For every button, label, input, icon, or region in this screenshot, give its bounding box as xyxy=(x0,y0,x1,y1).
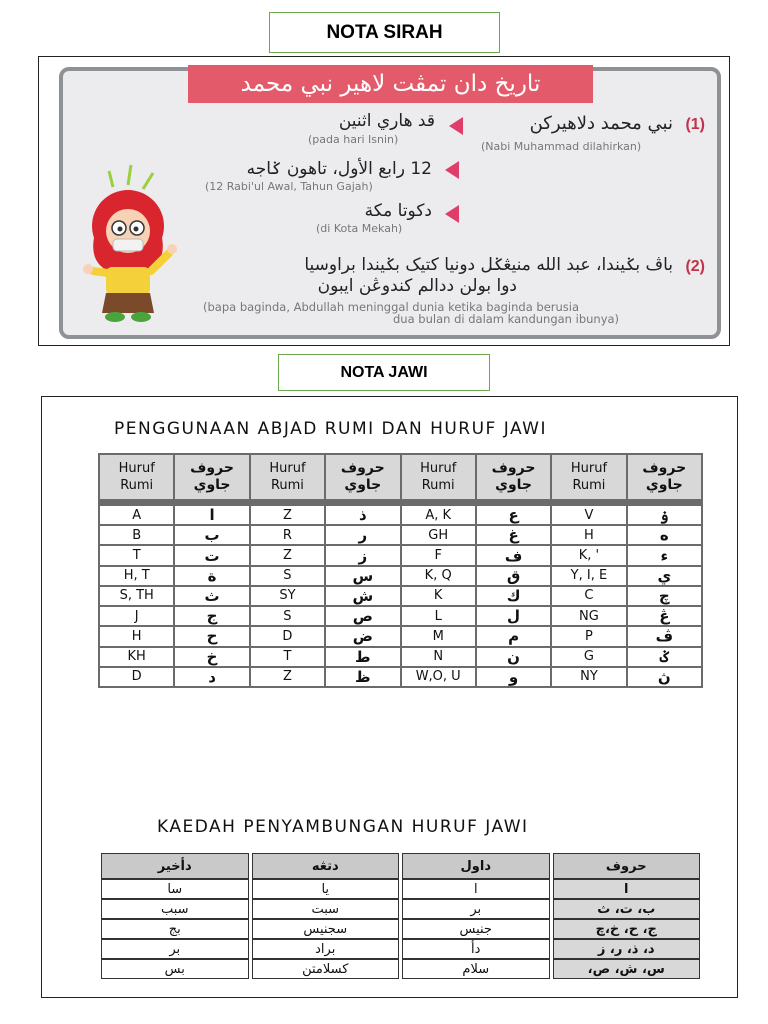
jawi-cell: ف xyxy=(477,546,550,564)
rumi-cell: B xyxy=(100,526,173,544)
rumi-cell: K, Q xyxy=(402,567,475,585)
tengah-cell: کسلامتن xyxy=(252,959,400,979)
rumi-cell: F xyxy=(402,546,475,564)
rumi-cell: K, ' xyxy=(552,546,625,564)
jawi-cell: ز xyxy=(326,546,399,564)
header-huruf-rumi: Huruf Rumi xyxy=(100,455,173,499)
header-huruf-jawi: حروف جاوي xyxy=(477,455,550,499)
jawi-cell: ڠ xyxy=(628,607,701,625)
jawi-cell: ك xyxy=(477,587,550,605)
abjad-table xyxy=(98,453,703,688)
rumi-cell: C xyxy=(552,587,625,605)
rumi-cell: D xyxy=(251,627,324,645)
jawi-cell: ص xyxy=(326,607,399,625)
pointer-icon xyxy=(445,205,459,223)
item-1-jawi: نبي محمد دلاهيركن xyxy=(529,113,673,134)
jawi-cell: د xyxy=(175,668,248,686)
jawi-cell: ء xyxy=(628,546,701,564)
rumi-cell: GH xyxy=(402,526,475,544)
akhir-cell: بس xyxy=(101,959,249,979)
abjad-row xyxy=(100,648,701,666)
abjad-row xyxy=(100,567,701,585)
awal-cell: دأ xyxy=(402,939,550,959)
kaedah-row xyxy=(101,959,700,979)
header-huruf-rumi: Huruf Rumi xyxy=(251,455,324,499)
sirah-card xyxy=(59,67,721,339)
kaedah-row xyxy=(101,899,700,919)
rumi-cell: Z xyxy=(251,546,324,564)
jawi-cell: ح xyxy=(175,627,248,645)
kaedah-section-title: KAEDAH PENYAMBUNGAN HURUF JAWI xyxy=(157,817,529,837)
jawi-cell: ث xyxy=(175,587,248,605)
abjad-row xyxy=(100,587,701,605)
rumi-cell: M xyxy=(402,627,475,645)
item-1-number: (1) xyxy=(685,116,705,133)
jawi-cell: خ xyxy=(175,648,248,666)
header-huruf-rumi: Huruf Rumi xyxy=(552,455,625,499)
sub-3-jawi: دکوتا مكة xyxy=(364,201,432,221)
jawi-cell: ت xyxy=(175,546,248,564)
rumi-cell: W,O, U xyxy=(402,668,475,686)
rumi-cell: Z xyxy=(251,506,324,524)
jawi-cell: غ xyxy=(477,526,550,544)
rumi-cell: NY xyxy=(552,668,625,686)
akhir-cell: بر xyxy=(101,939,249,959)
jawi-cell: ذ xyxy=(326,506,399,524)
header-huruf-jawi: حروف جاوي xyxy=(326,455,399,499)
item-2-number: (2) xyxy=(685,258,705,275)
jawi-cell: ر xyxy=(326,526,399,544)
kaedah-table xyxy=(98,853,703,979)
rumi-cell: Z xyxy=(251,668,324,686)
rumi-cell: D xyxy=(100,668,173,686)
awal-cell: سلام xyxy=(402,959,550,979)
pointer-icon xyxy=(449,117,463,135)
item-2-rumi-line-2: dua bulan di dalam kandungan ibunya) xyxy=(393,312,620,326)
header-huruf-jawi: حروف جاوي xyxy=(628,455,701,499)
rumi-cell: P xyxy=(552,627,625,645)
rumi-cell: H, T xyxy=(100,567,173,585)
jawi-cell: ط xyxy=(326,648,399,666)
abjad-row xyxy=(100,627,701,645)
rumi-cell: J xyxy=(100,607,173,625)
awal-cell: جنيس xyxy=(402,919,550,939)
abjad-row xyxy=(100,526,701,544)
rumi-cell: A xyxy=(100,506,173,524)
jawi-cell: ݢ xyxy=(628,648,701,666)
rumi-cell: T xyxy=(251,648,324,666)
akhir-cell: سا xyxy=(101,879,249,899)
jawi-cell: ل xyxy=(477,607,550,625)
item-2-rumi-line-1: (bapa baginda, Abdullah meninggal dunia ketika baginda berusia xyxy=(203,300,580,314)
rumi-cell: K xyxy=(402,587,475,605)
tengah-cell: يا xyxy=(252,879,400,899)
jawi-cell: ي xyxy=(628,567,701,585)
sub-1-jawi: قد هاري اثنين xyxy=(338,111,435,131)
item-2-jawi-line-2: دوا بولن ددالم کندوڠن ايبون xyxy=(317,276,517,296)
jawi-cell: ا xyxy=(175,506,248,524)
pointer-icon xyxy=(445,161,459,179)
sub-1-rumi: (pada hari Isnin) xyxy=(308,133,399,146)
sirah-panel xyxy=(38,56,730,346)
header-huruf: حروف xyxy=(553,853,701,879)
akhir-cell: بج xyxy=(101,919,249,939)
jawi-cell: ق xyxy=(477,567,550,585)
rumi-cell: S xyxy=(251,567,324,585)
jawi-cell: و xyxy=(477,668,550,686)
jawi-panel xyxy=(41,396,738,998)
tengah-cell: سبت xyxy=(252,899,400,919)
abjad-row xyxy=(100,668,701,686)
jawi-cell: ب xyxy=(175,526,248,544)
tengah-cell: سجنيس xyxy=(252,919,400,939)
jawi-cell: ة xyxy=(175,567,248,585)
header-huruf-rumi: Huruf Rumi xyxy=(402,455,475,499)
jawi-cell: ض xyxy=(326,627,399,645)
kaedah-row xyxy=(101,939,700,959)
nota-sirah-label: NOTA SIRAH xyxy=(269,12,500,53)
awal-cell: بر xyxy=(402,899,550,919)
jawi-cell: چ xyxy=(628,587,701,605)
huruf-cell: س، ش، ص، xyxy=(553,959,701,979)
rumi-cell: A, K xyxy=(402,506,475,524)
item-1-rumi: (Nabi Muhammad dilahirkan) xyxy=(481,140,642,153)
rumi-cell: V xyxy=(552,506,625,524)
jawi-cell: ع xyxy=(477,506,550,524)
jawi-cell: ڽ xyxy=(628,668,701,686)
huruf-cell: د، ذ، ر، ز xyxy=(553,939,701,959)
rumi-cell: L xyxy=(402,607,475,625)
akhir-cell: سبب xyxy=(101,899,249,919)
abjad-header-row xyxy=(100,455,701,499)
abjad-row xyxy=(100,607,701,625)
abjad-section-title: PENGGUNAAN ABJAD RUMI DAN HURUF JAWI xyxy=(114,419,547,439)
sirah-title: تاريخ دان تمڤت لاهير نبي محمد xyxy=(188,65,593,103)
jawi-cell: ج xyxy=(175,607,248,625)
rumi-cell: NG xyxy=(552,607,625,625)
jawi-cell: ظ xyxy=(326,668,399,686)
kaedah-row xyxy=(101,919,700,939)
huruf-cell: ج، ح، خ،چ xyxy=(553,919,701,939)
rumi-cell: N xyxy=(402,648,475,666)
rumi-cell: R xyxy=(251,526,324,544)
sub-2-jawi: 12 رابع الأول، تاهون ݢاجه xyxy=(246,159,432,179)
abjad-row xyxy=(100,546,701,564)
kaedah-header-row xyxy=(101,853,700,879)
girl-character-illustration xyxy=(73,161,193,326)
sub-3-rumi: (di Kota Mekah) xyxy=(316,222,403,235)
header-huruf-jawi: حروف جاوي xyxy=(175,455,248,499)
header-tengah: دتڠه xyxy=(252,853,400,879)
huruf-cell: ب، ت، ث xyxy=(553,899,701,919)
abjad-row xyxy=(100,506,701,524)
rumi-cell: H xyxy=(552,526,625,544)
jawi-cell: س xyxy=(326,567,399,585)
jawi-cell: ه xyxy=(628,526,701,544)
rumi-cell: T xyxy=(100,546,173,564)
nota-jawi-label: NOTA JAWI xyxy=(278,354,490,391)
tengah-cell: براد xyxy=(252,939,400,959)
jawi-cell: م xyxy=(477,627,550,645)
sub-2-rumi: (12 Rabi'ul Awal, Tahun Gajah) xyxy=(205,180,373,193)
rumi-cell: H xyxy=(100,627,173,645)
rumi-cell: S, TH xyxy=(100,587,173,605)
rumi-cell: G xyxy=(552,648,625,666)
rumi-cell: Y, I, E xyxy=(552,567,625,585)
huruf-cell: ا xyxy=(553,879,701,899)
jawi-cell: ڤ xyxy=(628,627,701,645)
jawi-cell: ۏ xyxy=(628,506,701,524)
awal-cell: ا xyxy=(402,879,550,899)
jawi-cell: ن xyxy=(477,648,550,666)
kaedah-row xyxy=(101,879,700,899)
header-awal: داول xyxy=(402,853,550,879)
rumi-cell: KH xyxy=(100,648,173,666)
rumi-cell: SY xyxy=(251,587,324,605)
jawi-cell: ش xyxy=(326,587,399,605)
header-akhir: دأخير xyxy=(101,853,249,879)
rumi-cell: S xyxy=(251,607,324,625)
item-2-jawi-line-1: باڤ بݢيندا، عبد الله منيڠݢل دونيا کتيک بݢيندا براوسيا xyxy=(304,255,673,275)
